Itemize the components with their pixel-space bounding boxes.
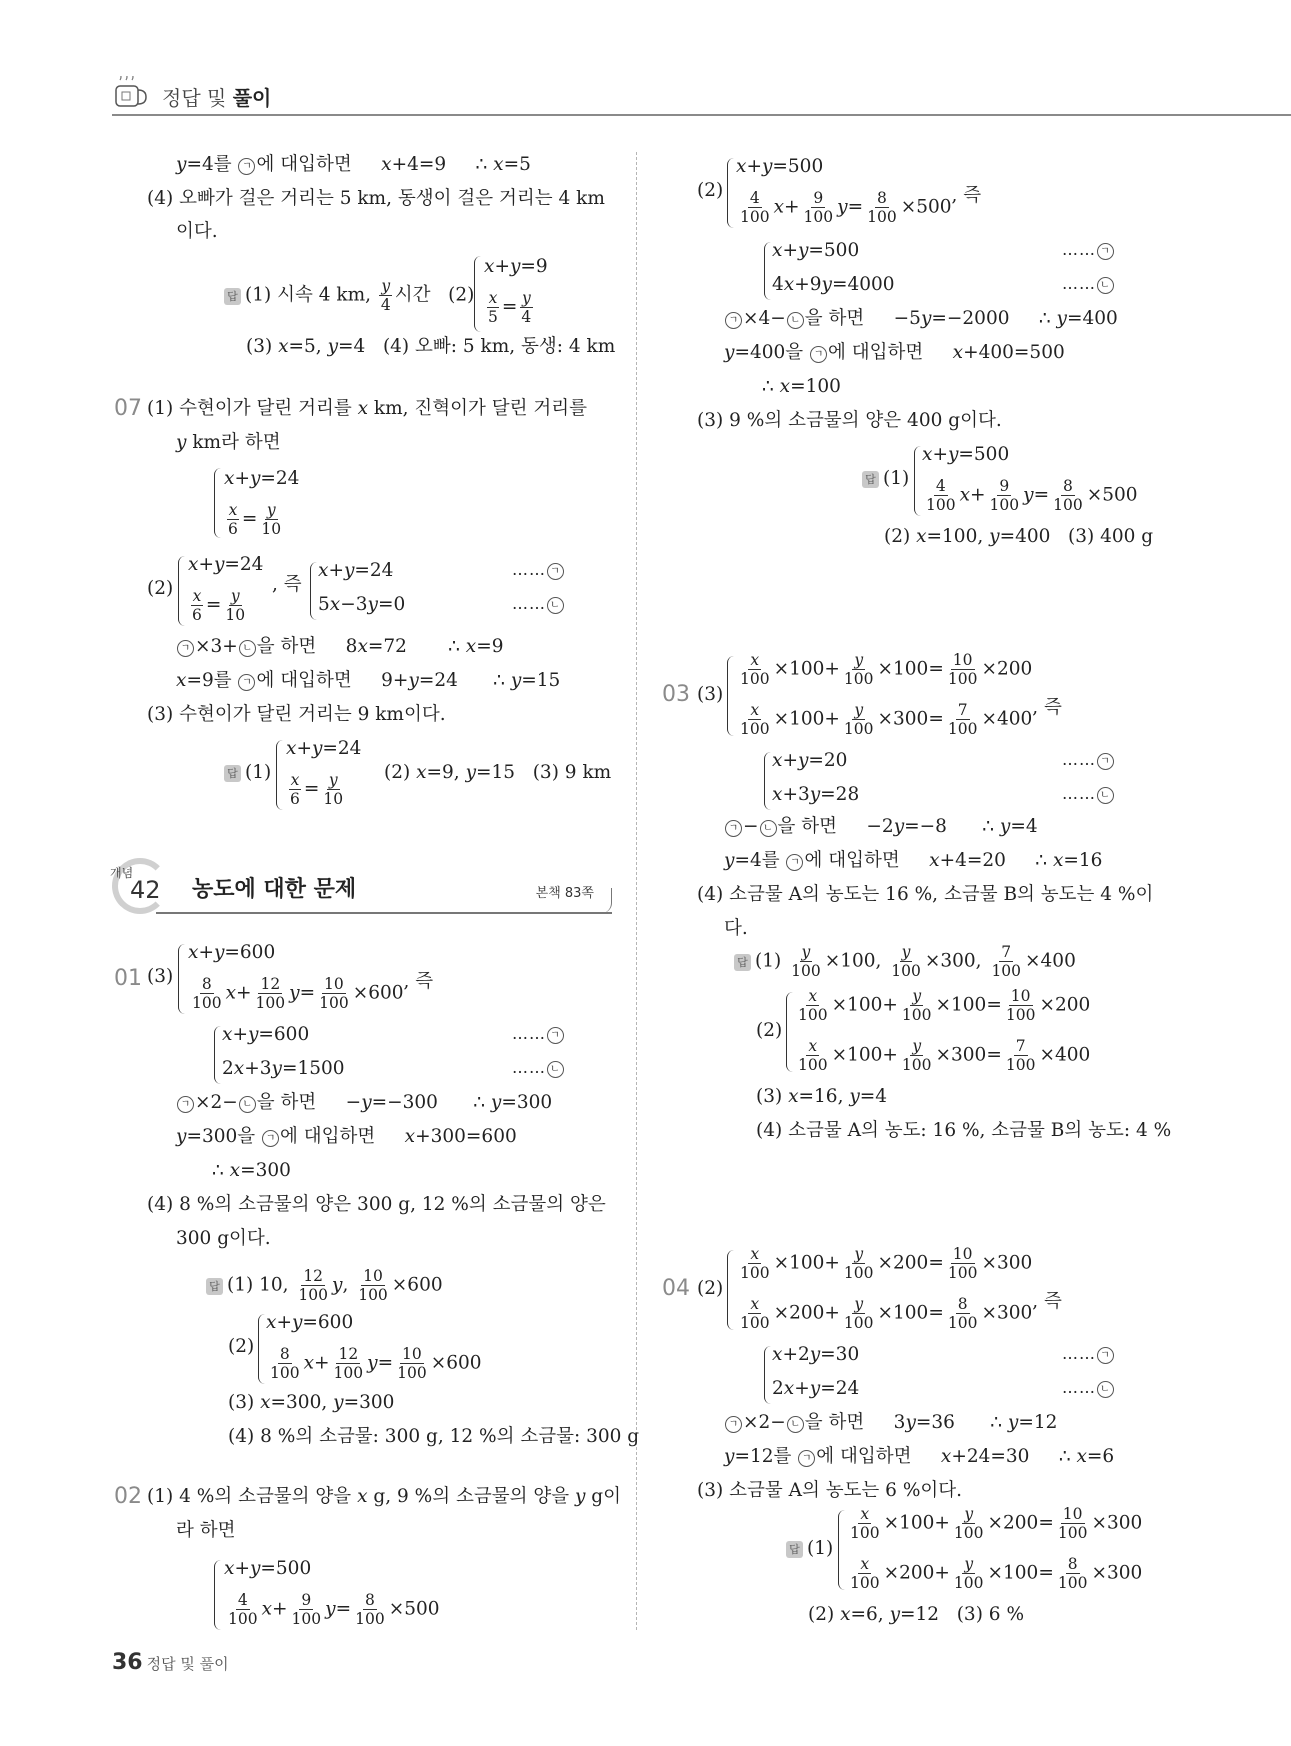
answer-line: (2) x=100, y=400 (3) 400 g — [884, 526, 1154, 547]
brace — [178, 944, 185, 1014]
solution-line: y=400을 ㄱ 에 대입하면 x+400=500 — [724, 342, 1065, 363]
page-footer — [112, 1650, 229, 1675]
equation-tag: …… ㄱ — [1062, 750, 1115, 770]
equation: $\frac{x}{100}$ ×100+ $\frac{y}{100}$ ×200= $\frac{10}{100}$ ×300 — [740, 1245, 1033, 1282]
equation: $\frac{4}{100}$ x+ $\frac{9}{100}$ y= $\frac{8}{100}$ ×500, 즉 — [740, 184, 982, 226]
equation: x+3y=28 — [772, 784, 860, 805]
solution-line: y=4를 ㄱ 에 대입하면 x+4=9 ∴ x=5 — [176, 154, 531, 175]
answer-badge: 답 — [734, 954, 751, 971]
solution-line: y km라 하면 — [176, 432, 281, 453]
brace — [214, 468, 221, 538]
solution-line: (4) 8 %의 소금물의 양은 300 g, 12 %의 소금물의 양은 — [147, 1194, 606, 1215]
equation: $\frac{x}{6}$ = $\frac{y}{10}$ — [192, 587, 246, 624]
answer-line: (2) x=9, y=15 (3) 9 km — [384, 762, 612, 783]
equation: 5x−3y=0 — [318, 594, 406, 615]
equation: x+2y=30 — [772, 1344, 860, 1365]
equation: $\frac{x}{100}$ ×100+ $\frac{y}{100}$ ×100= $\frac{10}{100}$ ×200 — [740, 651, 1033, 688]
equation-tag: …… ㄴ — [1062, 1378, 1115, 1398]
equation: x+y=500 — [736, 156, 824, 177]
equation: x+y=24 — [286, 738, 362, 759]
equation-tag: …… ㄱ — [1062, 1344, 1115, 1364]
section-title: 농도에 대한 문제 — [192, 877, 357, 902]
equation-tag: …… ㄱ — [512, 1024, 565, 1044]
solution-line: ∴ x=300 — [212, 1160, 291, 1181]
equation: 4x+9y=4000 — [772, 274, 895, 295]
solution-line: x=9를 ㄱ 에 대입하면 9+y=24 ∴ y=15 — [176, 670, 561, 691]
solution-line: (3) — [147, 966, 174, 987]
brace — [310, 562, 317, 620]
brace — [727, 158, 734, 228]
answer-badge: 답 — [206, 1278, 223, 1295]
equation-tag: …… ㄱ — [1062, 240, 1115, 260]
equation: 2x+y=24 — [772, 1378, 860, 1399]
solution-line: (3) 수현이가 달린 거리는 9 km이다. — [147, 704, 446, 725]
equation: x+y=24 — [188, 554, 264, 575]
solution-line: 다. — [724, 918, 748, 939]
answer-badge: 답 — [862, 471, 879, 488]
solution-line: (3) 소금물 A의 농도는 6 %이다. — [697, 1480, 963, 1501]
brace — [474, 256, 481, 332]
problem-number: 03 — [662, 682, 690, 707]
column-divider — [636, 152, 637, 1630]
solution-line: 이다. — [176, 221, 218, 242]
brace — [838, 1510, 845, 1590]
answer-badge: 답 — [224, 765, 241, 782]
solution-line: (1) 수현이가 달린 거리를 x km, 진혁이가 달린 거리를 — [147, 398, 588, 419]
equation: $\frac{4}{100}$ x+ $\frac{9}{100}$ y= $\frac{8}{100}$ ×500 — [926, 477, 1138, 514]
brace — [764, 752, 771, 810]
brace — [727, 1250, 734, 1330]
solution-line: 300 g이다. — [176, 1228, 271, 1249]
equation: x+y=600 — [188, 942, 276, 963]
solution-line: , 즉 — [272, 574, 302, 595]
equation: x+y=24 — [224, 468, 300, 489]
section-number: 42 — [130, 876, 161, 904]
brace — [214, 1026, 221, 1084]
equation-tag: …… ㄱ — [512, 560, 565, 580]
solution-line: ㄱ ×3+ ㄴ 을 하면 8x=72 ∴ x=9 — [176, 634, 503, 660]
solution-line: ∴ x=100 — [762, 376, 841, 397]
solution-line: ㄱ ×4− ㄴ 을 하면 −5y=−2000 ∴ y=400 — [724, 306, 1118, 332]
answer-line: 답 (1) 10, $\frac{12}{100}$ y, $\frac{10}{100}$ ×600 — [206, 1268, 443, 1303]
section-header — [112, 858, 612, 914]
equation: x+y=24 — [318, 560, 394, 581]
solution-line: (2) — [697, 1278, 724, 1299]
page-header — [0, 60, 1291, 118]
problem-number: 07 — [114, 396, 142, 421]
solution-line: (2) — [697, 180, 724, 201]
brace — [786, 992, 793, 1072]
equation: $\frac{x}{100}$ ×200+ $\frac{y}{100}$ ×100= $\frac{8}{100}$ ×300 — [850, 1555, 1143, 1592]
equation: $\frac{x}{100}$ ×100+ $\frac{y}{100}$ ×300= $\frac{7}{100}$ ×400 — [798, 1037, 1091, 1074]
brace — [276, 740, 283, 810]
equation: $\frac{4}{100}$ x+ $\frac{9}{100}$ y= $\frac{8}{100}$ ×500 — [228, 1591, 440, 1628]
equation-tag: …… ㄴ — [512, 1058, 565, 1078]
header-title: 정답 및 풀이 — [162, 86, 272, 110]
equation-tag: …… ㄴ — [1062, 784, 1115, 804]
brace — [914, 446, 921, 516]
solution-line: ㄱ ×2− ㄴ 을 하면 3y=36 ∴ y=12 — [724, 1410, 1057, 1436]
footer-title: 정답 및 풀이 — [146, 1655, 229, 1673]
solution-line: ㄱ − ㄴ 을 하면 −2y=−8 ∴ y=4 — [724, 814, 1038, 840]
equation: $\frac{8}{100}$ x+ $\frac{12}{100}$ y= $\frac{10}{100}$ ×600, 즉 — [192, 970, 434, 1012]
brace — [764, 1346, 771, 1404]
equation: x+y=500 — [922, 444, 1010, 465]
answer-line: (2) x=6, y=12 (3) 6 % — [808, 1604, 1025, 1625]
teacup-icon — [112, 76, 152, 112]
answer-line: (3) x=300, y=300 — [228, 1392, 395, 1413]
solution-line: (4) 오빠가 걸은 거리는 5 km, 동생이 걸은 거리는 4 km — [147, 188, 605, 209]
equation-tag: …… ㄴ — [1062, 274, 1115, 294]
problem-number: 02 — [114, 1484, 142, 1509]
section-ref: 본책 83쪽 — [535, 886, 594, 901]
brace — [258, 1314, 265, 1384]
brace — [727, 656, 734, 736]
problem-number: 01 — [114, 966, 142, 991]
equation: x+y=9 — [484, 256, 548, 277]
brace — [764, 242, 771, 300]
equation: $\frac{x}{6}$ = $\frac{y}{10}$ — [228, 501, 282, 538]
equation: x+y=600 — [266, 1312, 354, 1333]
solution-line: (1) 4 %의 소금물의 양을 x g, 9 %의 소금물의 양을 y g이 — [147, 1486, 622, 1507]
answer-badge: 답 — [786, 1541, 803, 1558]
problem-number: 04 — [662, 1276, 690, 1301]
brace — [178, 556, 185, 626]
answer-line: (4) 8 %의 소금물: 300 g, 12 %의 소금물: 300 g — [228, 1426, 640, 1447]
section-label: 개념 — [110, 866, 134, 880]
solution-line: 라 하면 — [176, 1520, 236, 1541]
equation: $\frac{x}{6}$ = $\frac{y}{10}$ — [290, 771, 344, 808]
answer-line: (2) — [228, 1336, 255, 1357]
answer-line: 답 (1) — [786, 1536, 833, 1562]
answer-line: (3) x=16, y=4 — [756, 1086, 888, 1107]
solution-line: (4) 소금물 A의 농도는 16 %, 소금물 B의 농도는 4 %이 — [697, 884, 1154, 905]
equation: x+y=20 — [772, 750, 848, 771]
equation: $\frac{x}{100}$ ×100+ $\frac{y}{100}$ ×300= $\frac{7}{100}$ ×400, 즉 — [740, 696, 1062, 738]
equation: $\frac{x}{100}$ ×100+ $\frac{y}{100}$ ×200= $\frac{10}{100}$ ×300 — [850, 1505, 1143, 1542]
brace — [214, 1560, 221, 1630]
answer-line: 답 (1) — [224, 760, 271, 786]
solution-line: (2) — [147, 578, 174, 599]
solution-line: (3) — [697, 684, 724, 705]
equation: $\frac{x}{100}$ ×200+ $\frac{y}{100}$ ×100= $\frac{8}{100}$ ×300, 즉 — [740, 1290, 1062, 1332]
solution-line: ㄱ ×2− ㄴ 을 하면 −y=−300 ∴ y=300 — [176, 1090, 552, 1116]
equation: 2x+3y=1500 — [222, 1058, 345, 1079]
page-number: 36 — [112, 1650, 143, 1675]
solution-line: (3) 9 %의 소금물의 양은 400 g이다. — [697, 410, 1002, 431]
solution-line: y=4를 ㄱ 에 대입하면 x+4=20 ∴ x=16 — [724, 850, 1103, 871]
equation: $\frac{x}{100}$ ×100+ $\frac{y}{100}$ ×100= $\frac{10}{100}$ ×200 — [798, 987, 1091, 1024]
solution-line: y=12를 ㄱ 에 대입하면 x+24=30 ∴ x=6 — [724, 1446, 1115, 1467]
equation: $\frac{x}{5}$ = $\frac{y}{4}$ — [488, 289, 532, 326]
equation: x+y=500 — [772, 240, 860, 261]
header-rule — [112, 114, 1291, 116]
section-rule-cap — [601, 888, 612, 913]
answer-line: 답 (1) 시속 4 km, $\frac{y}{4}$ 시간 (2) — [224, 278, 474, 313]
solution-line: y=300을 ㄱ 에 대입하면 x+300=600 — [176, 1126, 517, 1147]
answer-line: (2) — [756, 1020, 783, 1041]
section-rule — [156, 912, 612, 914]
equation: x+y=600 — [222, 1024, 310, 1045]
equation: x+y=500 — [224, 1558, 312, 1579]
equation-tag: …… ㄴ — [512, 594, 565, 614]
equation: $\frac{8}{100}$ x+ $\frac{12}{100}$ y= $\frac{10}{100}$ ×600 — [270, 1345, 482, 1382]
answer-line: (4) 소금물 A의 농도: 16 %, 소금물 B의 농도: 4 % — [756, 1120, 1172, 1141]
answer-line: 답 (1) — [862, 466, 909, 492]
answer-line: (3) x=5, y=4 (4) 오빠: 5 km, 동생: 4 km — [246, 336, 616, 357]
answer-badge: 답 — [224, 288, 241, 305]
answer-line: 답 (1) $\frac{y}{100}$ ×100, $\frac{y}{100}$ ×300, $\frac{7}{100}$ ×400 — [734, 944, 1076, 979]
